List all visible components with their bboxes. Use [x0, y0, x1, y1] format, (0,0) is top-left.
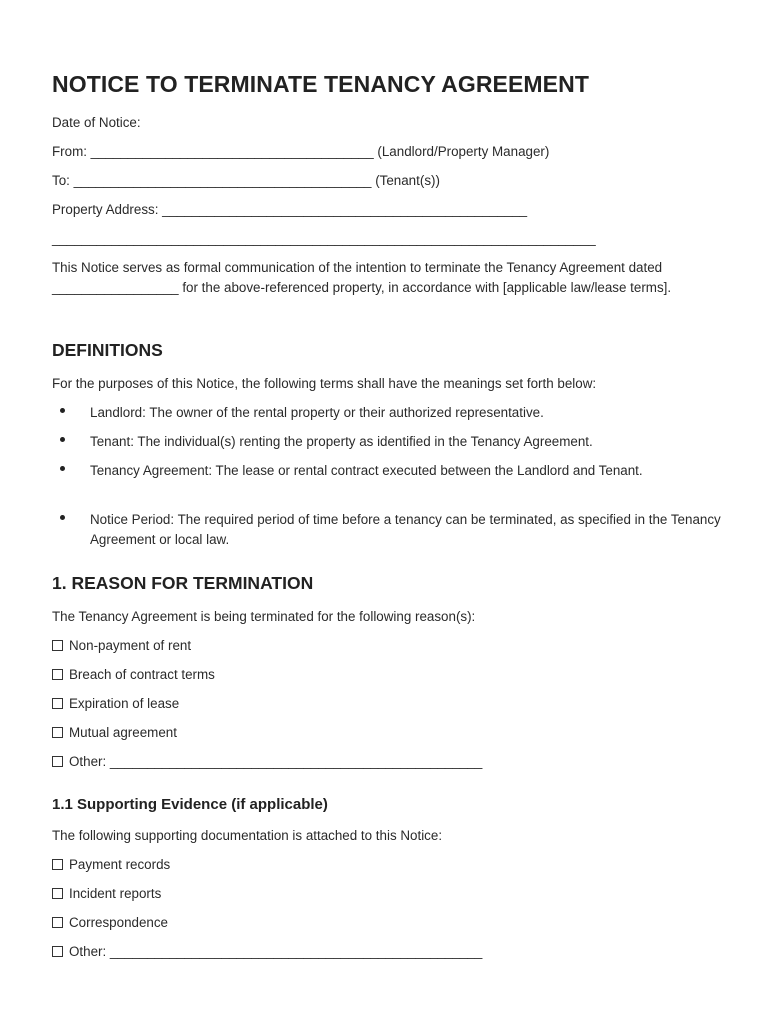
evidence-intro: The following supporting documentation is attached to this Notice:: [52, 828, 443, 843]
checkbox-icon[interactable]: [52, 859, 63, 870]
checkbox-icon[interactable]: [52, 917, 63, 928]
definition-text: Landlord: The owner of the rental property or their authorized representative.: [90, 405, 544, 420]
evidence-option: [52, 913, 168, 933]
reason-option: [52, 694, 179, 714]
from-field: From: ______________________________________ (Landlord/Property Manager): [52, 144, 550, 159]
option-label: Other: __________________________________________________: [69, 754, 483, 769]
option-label: Mutual agreement: [69, 725, 177, 740]
checkbox-icon[interactable]: [52, 756, 63, 767]
option-label: Non-payment of rent: [69, 638, 192, 653]
evidence-option: [52, 884, 161, 904]
checkbox-icon[interactable]: [52, 946, 63, 957]
evidence-option: [52, 855, 170, 875]
bullet-icon: [60, 466, 65, 471]
definition-text: Tenancy Agreement: The lease or rental contract executed between the Landlord and Tenant.: [90, 463, 643, 478]
reason-intro: The Tenancy Agreement is being terminated for the following reason(s):: [52, 609, 476, 624]
property-address-line: _________________________________________________________________________: [52, 231, 596, 246]
option-label: Expiration of lease: [69, 696, 180, 711]
option-label: Breach of contract terms: [69, 667, 215, 682]
definition-text: Notice Period: The required period of time before a tenancy can be terminated, as specified in the Tenancy Agreement or local law.: [90, 512, 721, 547]
intro-paragraph: This Notice serves as formal communication of the intention to terminate the Tenancy Agreement dated _________________ for the above-referenced property, in accordance with [applicable law/lease terms].: [52, 260, 672, 295]
option-label: Correspondence: [69, 915, 169, 930]
reason-option: [52, 636, 191, 656]
checkbox-icon[interactable]: [52, 698, 63, 709]
option-label: Payment records: [69, 857, 171, 872]
date-of-notice-field: Date of Notice:: [52, 115, 141, 130]
reason-option: [52, 723, 177, 743]
evidence-heading: 1.1 Supporting Evidence (if applicable): [52, 796, 328, 813]
checkbox-icon[interactable]: [52, 669, 63, 680]
bullet-icon: [60, 515, 65, 520]
property-address-field: Property Address: _________________________________________________: [52, 202, 528, 217]
definition-text: Tenant: The individual(s) renting the property as identified in the Tenancy Agreement.: [90, 434, 593, 449]
bullet-icon: [60, 408, 65, 413]
checkbox-icon[interactable]: [52, 727, 63, 738]
definitions-heading: DEFINITIONS: [52, 340, 163, 360]
definitions-intro: For the purposes of this Notice, the following terms shall have the meanings set forth below:: [52, 376, 597, 391]
to-field: To: ________________________________________ (Tenant(s)): [52, 173, 440, 188]
checkbox-icon[interactable]: [52, 888, 63, 899]
reason-option: [52, 665, 215, 685]
document-title: NOTICE TO TERMINATE TENANCY AGREEMENT: [52, 71, 589, 97]
checkbox-icon[interactable]: [52, 640, 63, 651]
option-label: Incident reports: [69, 886, 162, 901]
reason-option: [52, 752, 482, 772]
option-label: Other: __________________________________________________: [69, 944, 483, 959]
evidence-option: [52, 942, 482, 962]
bullet-icon: [60, 437, 65, 442]
reason-heading: 1. REASON FOR TERMINATION: [52, 573, 314, 593]
